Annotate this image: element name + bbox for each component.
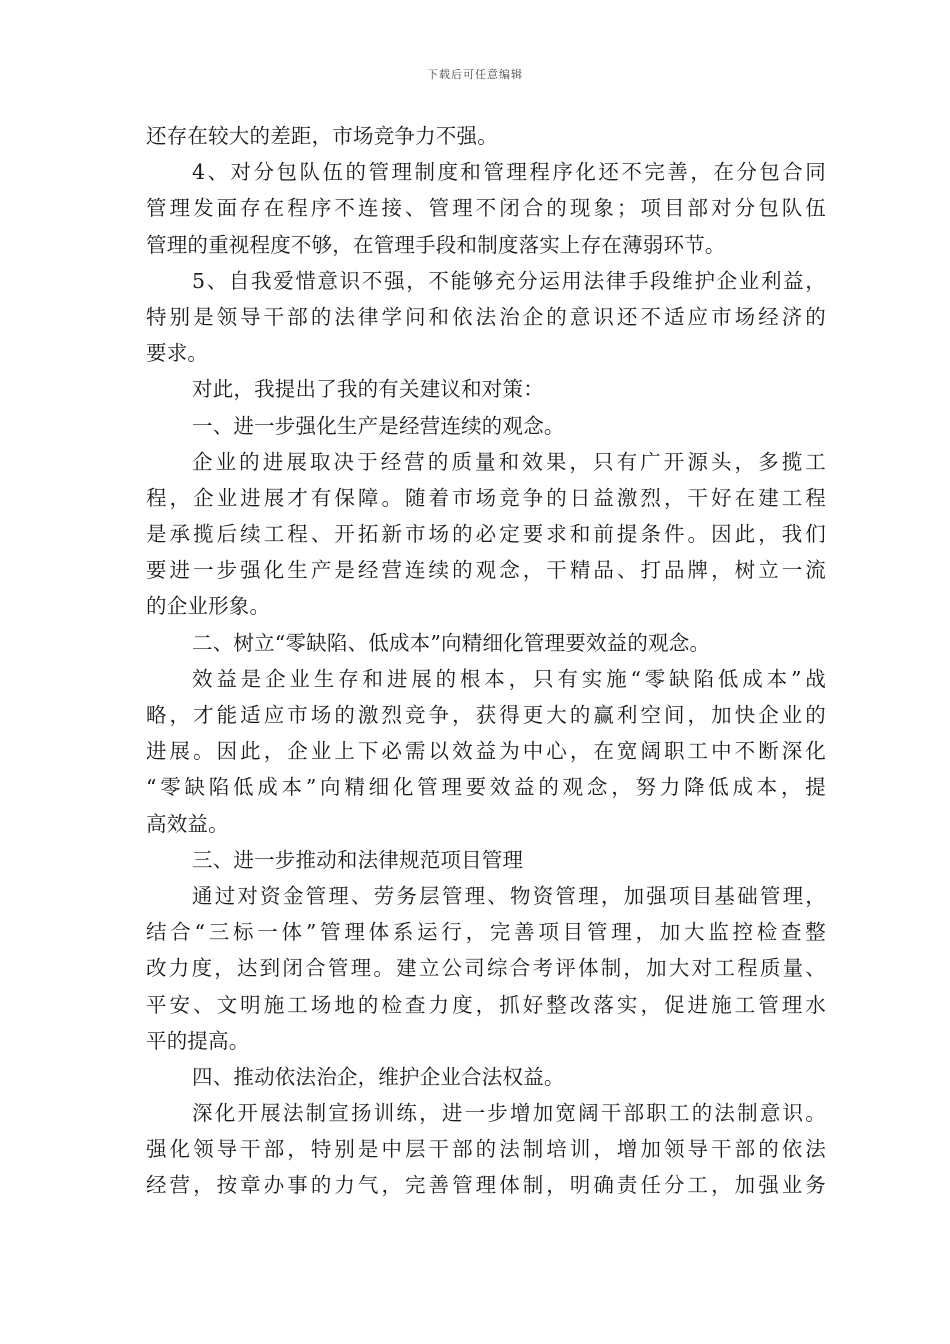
text-line: 的企业形象。 (146, 594, 271, 619)
text-line: 要求。 (146, 341, 209, 366)
document-body (146, 118, 826, 1204)
text-line: 四、推动依法治企，维护企业合法权益。 (192, 1064, 565, 1089)
text-line: 对此，我提出了我的有关建议和对策： (192, 377, 544, 402)
text-line: 还存在较大的差距，市场竞争力不强。 (146, 124, 498, 148)
text-line: 进展。因此，企业上下必需以效益为中心，在宽阔职工中不断深化 (146, 739, 826, 764)
text-line: 企业的进展取决于经营的质量和效果，只有广开源头，多揽工 (192, 449, 826, 474)
text-line: 高效益。 (146, 811, 229, 836)
text-line: 略，才能适应市场的激烈竞争，获得更大的赢利空间，加快企业的 (146, 703, 826, 727)
page-header: 下载后可任意编辑 (427, 68, 523, 81)
text-line: 结合“三标一体”管理体系运行，完善项目管理，加大监控检查整 (146, 920, 826, 945)
text-line: 改力度，达到闭合管理。建立公司综合考评体制，加大对工程质量、 (146, 956, 826, 981)
text-line: “零缺陷低成本”向精细化管理要效益的观念，努力降低成本，提 (146, 775, 826, 800)
text-line: 通过对资金管理、劳务层管理、物资管理，加强项目基础管理， (192, 883, 826, 908)
text-line: 平的提高。 (146, 1028, 250, 1053)
text-line: 经营，按章办事的力气，完善管理体制，明确责任分工，加强业务 (146, 1173, 826, 1198)
text-line: 管理发面存在程序不连接、管理不闭合的现象；项目部对分包队伍 (146, 196, 826, 221)
text-line: 深化开展法制宣扬训练，进一步增加宽阔干部职工的法制意识。 (192, 1101, 826, 1126)
text-line: 4、对分包队伍的管理制度和管理程序化还不完善，在分包合同 (192, 160, 826, 185)
text-line: 三、进一步推动和法律规范项目管理 (192, 847, 524, 872)
text-line: 二、树立“零缺陷、低成本”向精细化管理要效益的观念。 (192, 630, 711, 655)
text-line: 管理的重视程度不够，在管理手段和制度落实上存在薄弱环节。 (146, 232, 726, 257)
text-line: 强化领导干部，特别是中层干部的法制培训，增加领导干部的依法 (146, 1137, 826, 1162)
text-line: 是承揽后续工程、开拓新市场的必定要求和前提条件。因此，我们 (146, 522, 826, 547)
text-line: 5、自我爱惜意识不强，不能够充分运用法律手段维护企业利益， (192, 268, 826, 293)
text-line: 特别是领导干部的法律学问和依法治企的意识还不适应市场经济的 (146, 304, 826, 329)
text-line: 平安、文明施工场地的检查力度，抓好整改落实，促进施工管理水 (146, 992, 826, 1017)
text-line: 效益是企业生存和进展的根本，只有实施“零缺陷低成本”战 (192, 666, 826, 691)
text-line: 要进一步强化生产是经营连续的观念，干精品、打品牌，树立一流 (146, 558, 826, 583)
text-line: 一、进一步强化生产是经营连续的观念。 (192, 413, 565, 438)
text-line: 程，企业进展才有保障。随着市场竞争的日益激烈，干好在建工程 (146, 485, 826, 510)
